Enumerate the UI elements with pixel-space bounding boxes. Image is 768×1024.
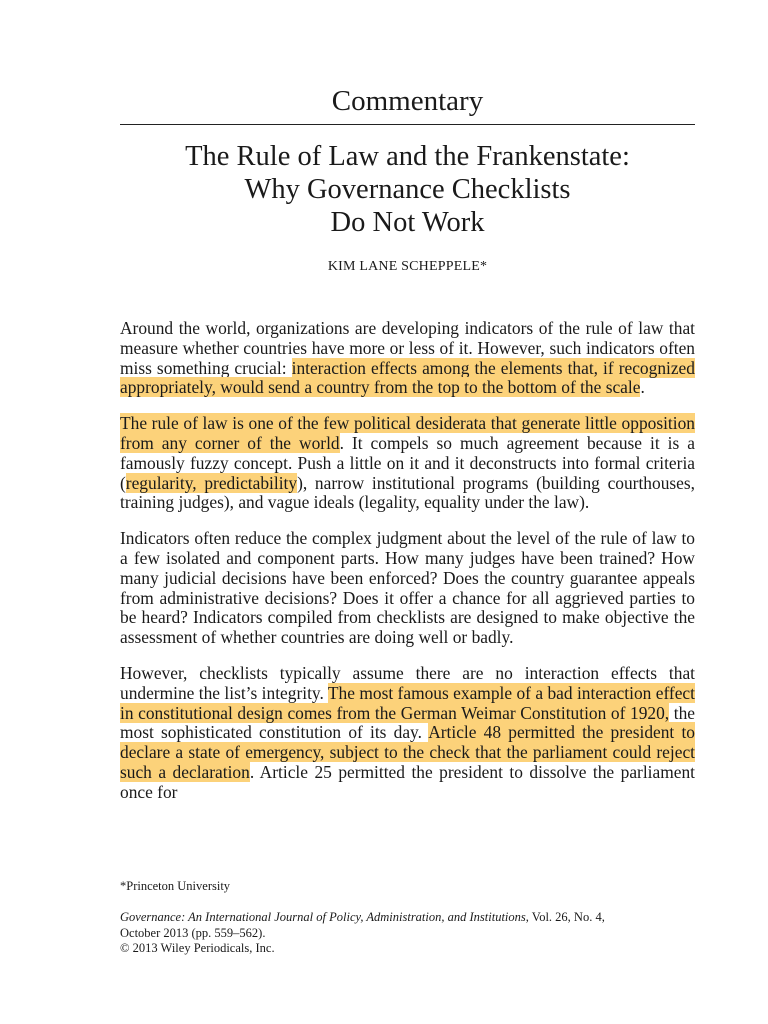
article-title: [120, 140, 695, 239]
text-run: Indicators often reduce the complex judgment about the level of the rule of law to a few isolated and component parts. How many judges have been trained? How many judicial decisions have been enforced? Does the country guarantee appeals from administrative decisions? Does it offer a chance for all aggrieved parties to be heard? Indicators compiled from checklists are designed to make objective the assessment of whether countries are doing well or badly.: [120, 528, 695, 648]
paragraph-1: [120, 319, 695, 398]
text-run: the most sophisticated constitution of its day.: [120, 702, 695, 743]
paragraph-2: [120, 414, 695, 513]
author-affiliation-footnote: *Princeton University: [120, 879, 231, 893]
highlighted-text: Article 48 permitted the president to declare a state of emergency, subject to the check that the parliament could reject such a declaration: [120, 722, 695, 782]
paragraph-3: [120, 529, 695, 648]
highlighted-text: interaction effects among the elements that, if recognized appropriately, would send a country from the top to the bottom of the scale: [120, 357, 695, 398]
copyright-notice: © 2013 Wiley Periodicals, Inc.: [120, 941, 275, 955]
text-run: . It compels so much agreement because it is a famously fuzzy concept. Push a little on it and it deconstructs into formal criteria (: [120, 432, 695, 493]
text-run: . Article 25 permitted the president to dissolve the parliament once for: [120, 761, 695, 802]
title-line: Do Not Work: [330, 207, 485, 238]
header-divider: [120, 124, 695, 125]
highlighted-text: The rule of law is one of the few political desiderata that generate little opposition from any corner of the world: [120, 413, 695, 453]
article-body: [120, 319, 695, 819]
journal-volume: , Vol. 26, No. 4,: [525, 910, 605, 924]
title-line: Why Governance Checklists: [244, 174, 571, 205]
section-label: Commentary: [331, 85, 484, 117]
journal-name: Governance: An International Journal of Policy, Administration, and Institutions: [120, 910, 526, 924]
highlighted-text: regularity, predictability: [125, 472, 298, 493]
text-run: .: [640, 377, 645, 398]
paragraph-4: [120, 664, 695, 803]
highlighted-text: The most famous example of a bad interaction effect in constitutional design comes from the German Weimar Constitution of 1920,: [120, 682, 695, 723]
author-name: KIM LANE SCHEPPELE*: [327, 259, 488, 274]
text-run: ), narrow institutional programs (building courthouses, training judges), and vague ideals (legality, equality under the law).: [120, 472, 695, 513]
journal-citation: [120, 910, 695, 957]
text-run: Around the world, organizations are developing indicators of the rule of law that measure whether countries have more or less of it. However, such indicators often miss something crucial:: [120, 318, 695, 378]
citation-date-pages: October 2013 (pp. 559–562).: [120, 925, 266, 940]
text-run: However, checklists typically assume there are no interaction effects that undermine the list’s integrity.: [120, 662, 695, 703]
citation-line-1: [120, 910, 695, 926]
title-line: The Rule of Law and the Frankenstate:: [185, 141, 630, 172]
